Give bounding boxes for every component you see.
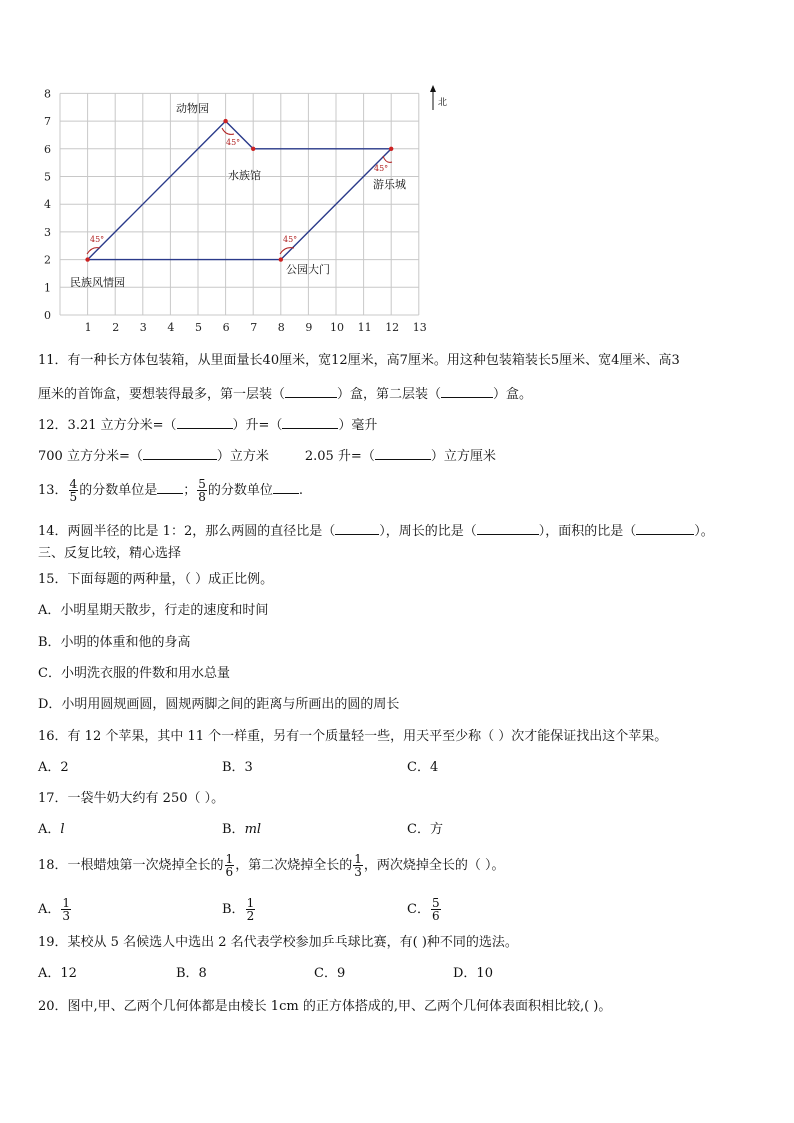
q14: 14．两圆半径的比是 1：2，那么两圆的直径比是（ ），周长的比是（ ），面积的比是（ ）。: [38, 520, 714, 541]
q11-line1: 11．有一种长方体包装箱，从里面量长40厘米，宽12厘米，高7厘米。用这种包装箱装长5厘米、宽4厘米、高3: [38, 353, 680, 368]
q13: 13． $\frac{4}{5}$ 的分数单位是 ； $\frac{5}{8}$ 的分数单位 .: [38, 477, 304, 504]
y-tick-label: 7: [44, 115, 51, 129]
q19-option-d[interactable]: D．10: [453, 966, 493, 981]
q18-option-c[interactable]: C． $\frac{5}{6}$: [407, 896, 440, 923]
x-tick-label: 4: [167, 321, 175, 334]
q15-stem: 15．下面每题的两种量，（ ）成正比例。: [38, 572, 274, 587]
q11-blank-1[interactable]: [285, 383, 337, 398]
q13-blank-1[interactable]: [157, 479, 183, 494]
y-tick-label: 5: [44, 170, 51, 184]
x-tick-label: 8: [277, 321, 285, 334]
y-tick-label: 0: [44, 309, 51, 322]
angle-label-amusement: 45°: [374, 164, 389, 173]
q16-option-b[interactable]: B．3: [222, 760, 253, 775]
route-point: [85, 257, 89, 261]
q15-option-b[interactable]: B．小明的体重和他的身高: [38, 635, 191, 650]
place-folk-garden: 民族风情园: [70, 276, 125, 289]
x-tick-label: 3: [139, 321, 147, 334]
y-axis-ticks: [44, 87, 51, 322]
x-tick-label: 10: [330, 321, 344, 334]
q12-line2: 700 立方分米=（ ）立方米 2.05 升=（ ）立方厘米: [38, 445, 496, 466]
q16-option-a[interactable]: A．2: [38, 760, 69, 775]
y-tick-label: 1: [44, 281, 51, 295]
y-tick-label: 6: [44, 142, 51, 156]
x-tick-label: 6: [222, 321, 230, 334]
route-point: [389, 147, 393, 151]
q15-option-a[interactable]: A．小明星期天散步，行走的速度和时间: [38, 603, 269, 618]
q17-stem: 17．一袋牛奶大约有 250（ ）。: [38, 791, 225, 806]
map-grid-figure: [30, 78, 450, 338]
q14-blank-1[interactable]: [335, 520, 379, 535]
x-tick-label: 13: [412, 321, 427, 334]
x-tick-label: 11: [357, 321, 372, 334]
q18-stem: 18．一根蜡烛第一次烧掉全长的 $\frac{1}{6}$ ，第二次烧掉全长的 $\frac{1}{3}$ ，两次烧掉全长的（ ）。: [38, 852, 505, 879]
section-3-heading: 三、反复比较，精心选择: [38, 546, 182, 561]
q12-blank-1[interactable]: [177, 414, 233, 429]
y-tick-label: 2: [44, 253, 51, 267]
q18-option-a[interactable]: A． $\frac{1}{3}$: [38, 896, 71, 923]
q12-blank-3[interactable]: [143, 445, 217, 460]
q11-line2: 厘米的首饰盒，要想装得最多，第一层装（ ）盒，第二层装（ ）盒。: [38, 383, 532, 404]
route-point: [251, 147, 255, 151]
y-tick-label: 3: [44, 225, 51, 239]
q19-option-b[interactable]: B．8: [176, 966, 207, 981]
angle-label-gate: 45°: [283, 235, 298, 244]
q19-stem: 19．某校从 5 名候选人中选出 2 名代表学校参加乒乓球比赛，有( )种不同的选法。: [38, 935, 518, 950]
q17-option-b[interactable]: B．ml: [222, 822, 262, 837]
north-label: 北: [438, 98, 448, 108]
q12-blank-4[interactable]: [375, 445, 431, 460]
q18-option-b[interactable]: B． $\frac{1}{2}$: [222, 896, 255, 923]
route-point: [223, 119, 227, 123]
q17-option-c[interactable]: C．方: [407, 822, 443, 837]
q12-blank-2[interactable]: [282, 414, 338, 429]
x-tick-label: 2: [112, 321, 120, 334]
route-point: [279, 257, 283, 261]
q12-line1: 12．3.21 立方分米=（ ）升=（ ）毫升: [38, 414, 377, 435]
x-tick-label: 9: [305, 321, 313, 334]
x-tick-label: 5: [195, 321, 202, 334]
q18-fraction-1: $\frac{1}{6}$: [225, 852, 234, 879]
q16-stem: 16．有 12 个苹果，其中 11 个一样重，另有一个质量轻一些，用天平至少称（ ）次才能保证找出这个苹果。: [38, 729, 668, 744]
q14-blank-2[interactable]: [477, 520, 539, 535]
q19-option-a[interactable]: A．12: [38, 966, 77, 981]
place-park-gate: 公园大门: [286, 263, 330, 276]
q16-option-c[interactable]: C．4: [407, 760, 439, 775]
q15-option-c[interactable]: C．小明洗衣服的件数和用水总量: [38, 666, 230, 681]
angle-label-folk: 45°: [90, 235, 105, 244]
x-axis-ticks: [85, 321, 427, 334]
x-tick-label: 7: [250, 321, 258, 334]
q18-fraction-2: $\frac{1}{3}$: [354, 852, 362, 879]
q13-blank-2[interactable]: [273, 479, 299, 494]
place-zoo: 动物园: [176, 102, 209, 115]
q17-option-a[interactable]: A．l: [38, 822, 65, 837]
angle-label-zoo: 45°: [226, 138, 241, 147]
q13-fraction-2: $\frac{5}{8}$: [198, 477, 206, 504]
q13-fraction-1: $\frac{4}{5}$: [69, 477, 78, 504]
q20-stem: 20．图中,甲、乙两个几何体都是由棱长 1cm 的正方体搭成的,甲、乙两个几何体表面积相比较,( )。: [38, 999, 612, 1014]
place-aquarium: 水族馆: [228, 169, 261, 182]
y-tick-label: 4: [44, 198, 51, 212]
y-tick-label: 8: [44, 87, 51, 101]
q15-option-d[interactable]: D．小明用圆规画圆，圆规两脚之间的距离与所画出的圆的周长: [38, 697, 400, 712]
north-arrow: [430, 85, 447, 110]
q14-blank-3[interactable]: [636, 520, 694, 535]
q19-option-c[interactable]: C．9: [314, 966, 346, 981]
place-amusement: 游乐城: [373, 178, 406, 191]
x-tick-label: 1: [84, 321, 92, 334]
x-tick-label: 12: [385, 321, 400, 334]
q11-blank-2[interactable]: [441, 383, 493, 398]
